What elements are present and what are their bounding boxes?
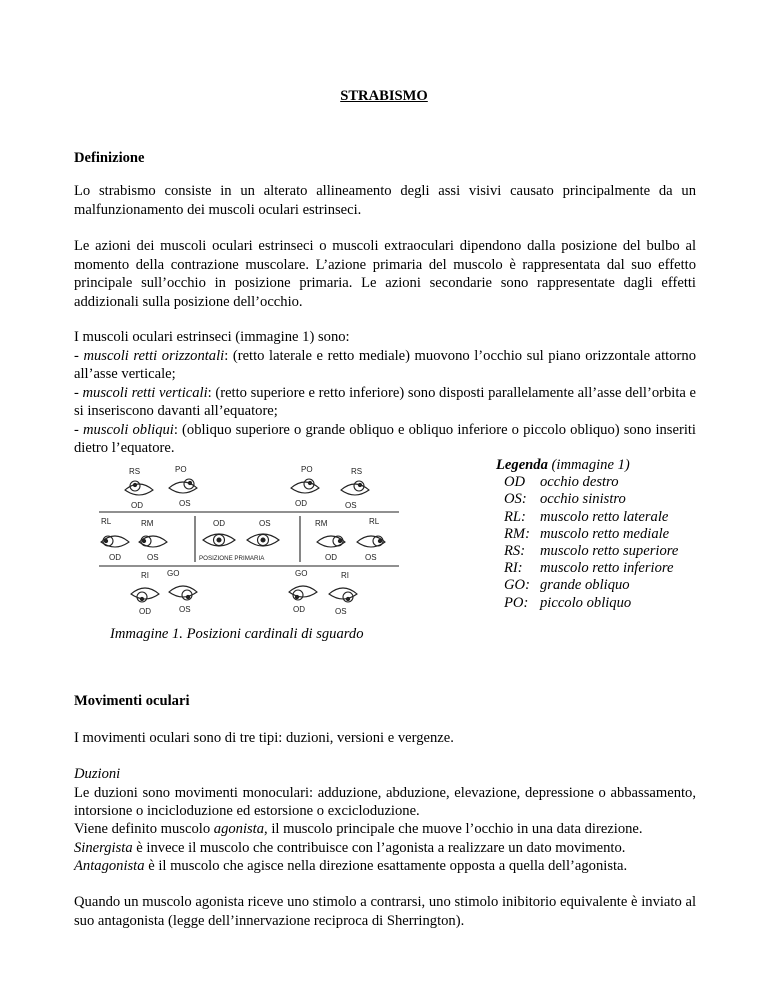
antagonista-post: è il muscolo che agisce nella direzione esattamente opposta a quella dell’agonista.	[144, 858, 628, 874]
legend-desc: muscolo retto superiore	[540, 543, 679, 560]
paragraph-duzioni: Le duzioni sono movimenti monoculari: adduzione, abduzione, elevazione, depressione o abbassamento, intorsione o incicloduzione ed estorsione o excicloduzione.	[74, 784, 696, 819]
label-po: PO	[175, 465, 187, 474]
list-item-text: : (retto superiore e retto inferiore) sono disposti parallelamente all’asse dell’orbita e si inseriscono davanti all’equatore;	[74, 384, 696, 419]
list-item-text: : (retto laterale e retto mediale) muovono l’occhio sul piano orizzontale attorno all’asse verticale;	[74, 347, 696, 382]
legend-abbr: PO:	[504, 594, 529, 611]
legend-row	[504, 577, 678, 594]
paragraph-actions: Le azioni dei muscoli oculari estrinseci o muscoli extraoculari dipendono dalla posizione del bulbo al momento della contrazione muscolare. L’azione primaria del muscolo è rappresentata dal suo effetto principale sull’occhio in posizione primaria. Le azioni secondarie sono rappresentate dagli effetti addizionali sulla posizione dell’occhio.	[74, 238, 696, 310]
legend-heading	[496, 457, 678, 474]
label-os: OS	[365, 553, 377, 562]
label-os: OS	[335, 607, 347, 616]
figure-legend	[496, 457, 678, 612]
list-item: - muscoli obliqui: (obliquo superiore o grande obliquo e obliquo inferiore o piccolo obliquo) sono inseriti dietro l’equatore.	[74, 421, 696, 456]
label-od: OD	[325, 553, 337, 562]
list-item: - muscoli retti verticali: (retto superiore e retto inferiore) sono disposti parallelamente all’asse dell’orbita e si inseriscono davanti all’equatore;	[74, 384, 696, 419]
legend-desc: occhio destro	[540, 474, 619, 491]
legend-abbr: RL:	[504, 508, 526, 525]
muscles-list-intro: I muscoli oculari estrinseci (immagine 1) sono:	[74, 329, 350, 345]
legend-row	[504, 595, 678, 612]
paragraph-sherrington: Quando un muscolo agonista riceve uno stimolo a contrarsi, uno stimolo inibitorio equivalente è inviato al suo antagonista (legge dell’innervazione reciproca di Sherrington).	[74, 894, 696, 929]
paragraph-sinergista	[74, 839, 696, 858]
legend-desc: muscolo retto mediale	[540, 525, 670, 542]
legend-abbr: OS:	[504, 491, 527, 508]
legend-desc: piccolo obliquo	[540, 594, 632, 611]
legend-abbr: GO:	[504, 577, 530, 594]
label-od: OD	[131, 501, 143, 510]
legend-table	[504, 474, 678, 612]
legend-abbr: RM:	[504, 525, 530, 542]
muscle-roles-block	[74, 820, 696, 876]
legend-row	[504, 543, 678, 560]
label-rm: RM	[141, 519, 154, 528]
list-item: - muscoli retti orizzontali: (retto laterale e retto mediale) muovono l’occhio sul piano orizzontale attorno all’asse verticale;	[74, 347, 696, 382]
label-po: PO	[301, 465, 313, 474]
sinergista-term: Sinergista	[74, 839, 133, 856]
label-os: OS	[179, 605, 191, 614]
legend-subtitle: (immagine 1)	[547, 457, 630, 473]
legend-abbr: RS:	[504, 543, 526, 560]
antagonista-term: Antagonista	[74, 858, 145, 874]
sinergista-post: è invece il muscolo che contribuisce con l’agonista a realizzare un dato movimento.	[132, 839, 626, 856]
label-rs: RS	[351, 467, 363, 476]
legend-abbr: RI:	[504, 560, 523, 577]
label-os: OS	[259, 519, 271, 528]
label-od: OD	[293, 605, 305, 614]
label-rs: RS	[129, 467, 141, 476]
label-go: GO	[167, 569, 180, 578]
legend-abbr: OD	[504, 474, 526, 491]
list-item-term: muscoli obliqui	[82, 421, 174, 438]
paragraph-antagonista	[74, 857, 696, 876]
label-primary-position: POSIZIONE PRIMARIA	[199, 555, 265, 562]
legend-row	[504, 491, 678, 508]
label-od: OD	[295, 499, 307, 508]
list-item-text: : (obliquo superiore o grande obliquo e obliquo inferiore o piccolo obliquo) sono inseriti dietro l’equatore.	[74, 421, 696, 456]
label-od: OD	[139, 607, 151, 616]
label-rl: RL	[101, 517, 112, 526]
label-od: OD	[109, 553, 121, 562]
paragraph-definition: Lo strabismo consiste in un alterato allineamento degli assi visivi causato principalmente da un malfunzionamento dei muscoli oculari estrinseci.	[74, 183, 696, 218]
label-os: OS	[345, 501, 357, 510]
legend-row	[504, 526, 678, 543]
duzioni-block	[74, 765, 696, 821]
subheading-duzioni: Duzioni	[74, 766, 121, 782]
legend-desc: muscolo retto laterale	[540, 508, 669, 525]
paragraph-movements-intro: I movimenti oculari sono di tre tipi: duzioni, versioni e vergenze.	[74, 730, 454, 746]
cardinal-gaze-figure	[95, 462, 402, 618]
paragraph-agonista	[74, 820, 696, 839]
legend-row	[504, 474, 678, 491]
agonista-pre: Viene definito muscolo	[74, 821, 214, 837]
legend-row	[504, 560, 678, 577]
section-heading-movimenti: Movimenti oculari	[74, 693, 190, 709]
legend-row	[504, 509, 678, 526]
muscles-list	[74, 328, 696, 458]
label-os: OS	[179, 499, 191, 508]
section-heading-definizione: Definizione	[74, 150, 145, 166]
legend-title: Legenda	[496, 457, 548, 473]
legend-desc: muscolo retto inferiore	[540, 560, 674, 577]
label-ri: RI	[141, 571, 149, 580]
list-item-term: muscoli retti verticali	[82, 384, 208, 401]
document-title: STRABISMO	[340, 88, 428, 104]
agonista-post: , il muscolo principale che muove l’occhio in una data direzione.	[264, 821, 643, 837]
label-rm: RM	[315, 519, 328, 528]
label-go: GO	[295, 569, 308, 578]
label-rl: RL	[369, 517, 380, 526]
list-item-term: muscoli retti orizzontali	[83, 347, 225, 364]
label-os: OS	[147, 553, 159, 562]
label-ri: RI	[341, 571, 349, 580]
legend-desc: occhio sinistro	[540, 491, 626, 508]
legend-desc: grande obliquo	[540, 577, 630, 594]
label-od: OD	[213, 519, 225, 528]
figure-caption: Immagine 1. Posizioni cardinali di sguardo	[110, 626, 364, 642]
agonista-term: agonista	[213, 821, 265, 837]
